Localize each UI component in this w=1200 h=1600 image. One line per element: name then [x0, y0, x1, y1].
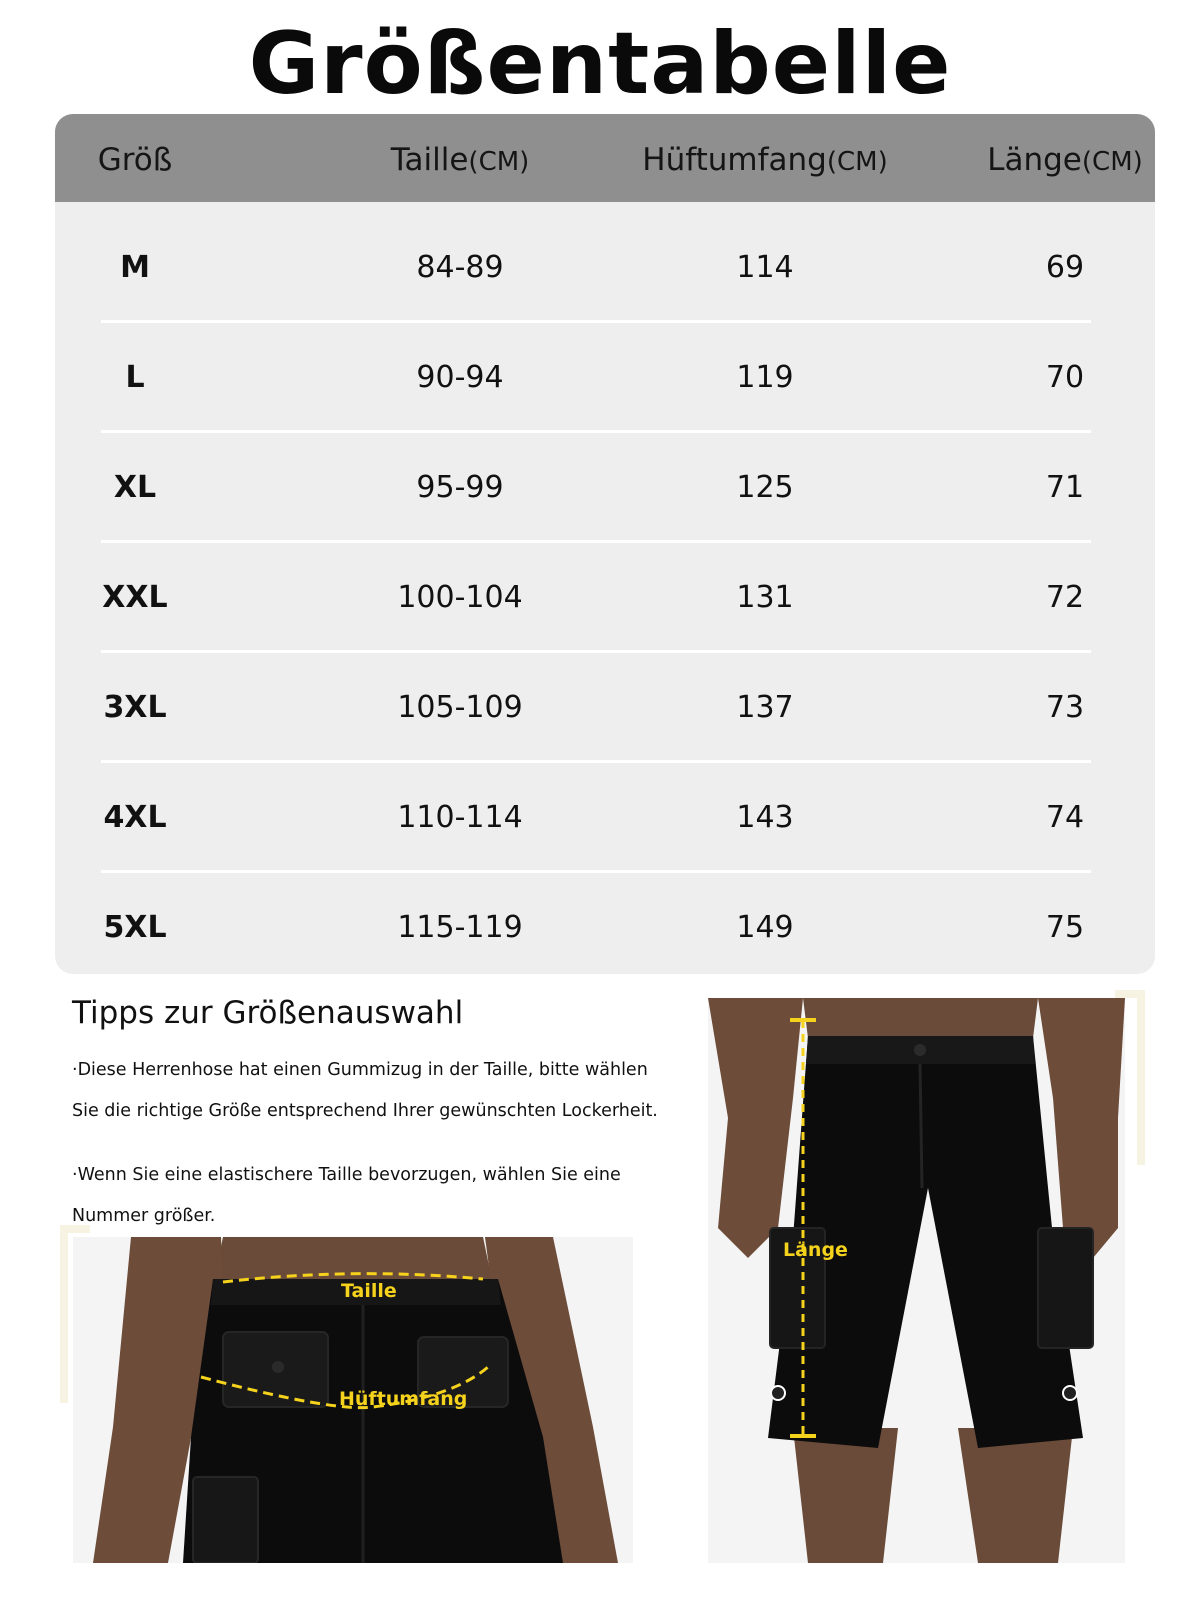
- hip-cell: 125: [736, 470, 794, 505]
- length-cell: 73: [1045, 690, 1085, 725]
- header-hip: [615, 114, 915, 202]
- header-unit: (CM): [1081, 147, 1143, 177]
- size-cell: 5XL: [103, 910, 167, 945]
- table-row: [55, 543, 1155, 653]
- size-table: [55, 114, 1155, 974]
- header-waist: [315, 114, 605, 202]
- size-cell: 3XL: [103, 690, 167, 725]
- length-cell: 70: [1045, 360, 1085, 395]
- hip-label: Hüftumfang: [339, 1388, 468, 1410]
- table-row: [55, 763, 1155, 873]
- waist-label: Taille: [341, 1280, 397, 1302]
- size-cell: L: [125, 360, 145, 395]
- back-view-illustration: [73, 1237, 633, 1563]
- length-cell: 72: [1045, 580, 1085, 615]
- waist-cell: 95-99: [416, 470, 504, 505]
- waist-cell: 110-114: [397, 800, 523, 835]
- hip-cell: 137: [736, 690, 794, 725]
- length-cell: 75: [1045, 910, 1085, 945]
- hip-cell: 131: [736, 580, 794, 615]
- tip-text: ·Wenn Sie eine elastischere Taille bevorzugen, wählen Sie eine Nummer größer.: [72, 1165, 621, 1226]
- length-cell: 69: [1045, 250, 1085, 285]
- tip-text: ·Diese Herrenhose hat einen Gummizug in der Taille, bitte wählen Sie die richtige Größe entsprechend Ihrer gewünschten Lockerheit.: [72, 1060, 658, 1121]
- header-length: [935, 114, 1155, 202]
- front-view-photo: [708, 998, 1125, 1563]
- table-row: [55, 873, 1155, 974]
- header-label: Taille: [390, 142, 469, 178]
- waist-cell: 90-94: [416, 360, 504, 395]
- hip-cell: 149: [736, 910, 794, 945]
- front-view-illustration: [708, 998, 1125, 1563]
- hip-cell: 114: [736, 250, 794, 285]
- header-unit: (CM): [826, 147, 888, 177]
- header-label: Größ: [97, 142, 173, 178]
- size-cell: XXL: [102, 580, 168, 615]
- hip-cell: 143: [736, 800, 794, 835]
- size-cell: M: [120, 250, 150, 285]
- waist-cell: 115-119: [397, 910, 523, 945]
- length-label: Länge: [783, 1239, 848, 1261]
- table-header: [55, 114, 1155, 202]
- header-label: Hüftumfang: [642, 142, 827, 178]
- header-size: [75, 114, 195, 202]
- size-cell: XL: [113, 470, 157, 505]
- header-unit: (CM): [468, 147, 530, 177]
- length-cell: 71: [1045, 470, 1085, 505]
- table-row: [55, 323, 1155, 433]
- length-cell: 74: [1045, 800, 1085, 835]
- back-view-photo: [73, 1237, 633, 1563]
- page-title: Größentabelle: [248, 14, 952, 114]
- hip-cell: 119: [736, 360, 794, 395]
- waist-cell: 105-109: [397, 690, 523, 725]
- waist-cell: 84-89: [416, 250, 504, 285]
- table-row: [55, 213, 1155, 323]
- waist-cell: 100-104: [397, 580, 523, 615]
- tips-title: Tipps zur Größenauswahl: [72, 995, 464, 1031]
- table-row: [55, 653, 1155, 763]
- table-row: [55, 433, 1155, 543]
- header-label: Länge: [987, 142, 1082, 178]
- size-cell: 4XL: [103, 800, 167, 835]
